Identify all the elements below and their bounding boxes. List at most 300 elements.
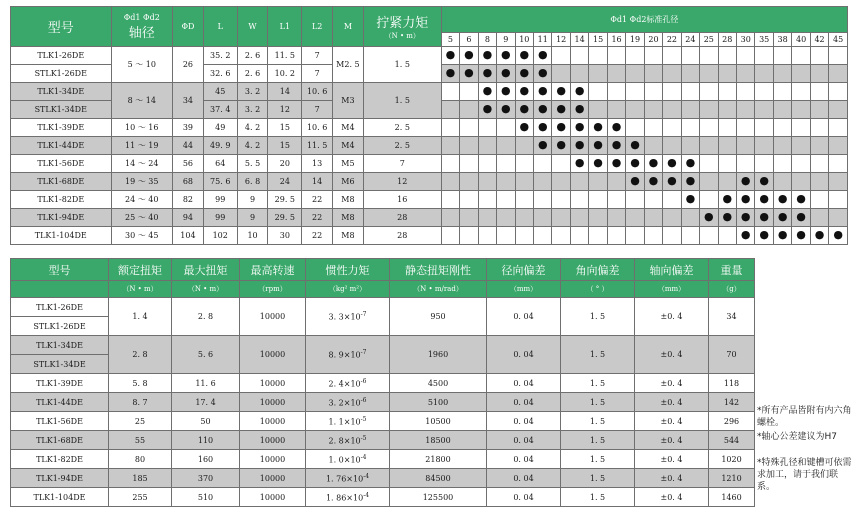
stiff-cell: 84500 [390,469,487,488]
table-row [11,336,755,355]
hole-size-header: 40 [792,33,810,47]
inertia-cell [306,393,390,412]
L1-cell: 29. 5 [268,209,302,227]
note-bolts: *所有产品皆附有内六角螺栓。 [757,406,852,428]
table-row [11,227,848,245]
hole-cell [497,155,515,173]
hole-cell [497,209,515,227]
hole-cell [552,83,570,101]
model-cell: TLK1-34DE [11,336,109,355]
torque-cell: 28 [363,227,441,245]
hole-cell [626,137,644,155]
hole-cell [737,47,755,65]
hole-cell [607,119,625,137]
hole-cell [515,155,533,173]
col-header-torque [363,7,441,47]
inertia-cell [306,431,390,450]
bore-cell: 5 ～ 10 [111,47,173,83]
hole-cell [773,119,791,137]
W-cell: 10 [237,227,268,245]
available-dot-icon: ● [574,102,585,115]
available-dot-icon: ● [740,174,751,187]
bore-cell: 8 ～ 14 [111,83,173,119]
hole-cell [441,155,459,173]
stiff-cell: 21800 [390,450,487,469]
L-cell: 37. 4 [203,101,237,119]
perf-units-row [11,281,755,298]
angular-cell: 1. 5 [561,336,635,374]
hole-cell [644,101,662,119]
hole-cell [441,101,459,119]
available-dot-icon: ● [537,138,548,151]
hole-cell [810,101,828,119]
inertia-value: 8. 9×10 [328,350,361,360]
weight-cell: 70 [709,336,755,374]
inertia-exponent: -5 [360,415,367,423]
hole-size-header: 42 [810,33,828,47]
table-row [11,173,848,191]
model-cell: TLK1-82DE [11,450,109,469]
radial-cell: 0. 04 [487,431,561,450]
L-cell: 64 [203,155,237,173]
hole-cell [570,137,588,155]
max-cell: 50 [172,412,240,431]
max-cell: 5. 6 [172,336,240,374]
L2-cell: 7 [302,47,333,65]
hole-cell [552,47,570,65]
hole-cell [700,47,718,65]
stiff-cell: 1960 [390,336,487,374]
hole-cell [515,119,533,137]
available-dot-icon: ● [593,120,603,133]
model-cell: TLK1-56DE [11,155,112,173]
L2-cell: 10. 6 [302,119,333,137]
col-header-holes: Φd1 Φd2标准孔径 [441,7,847,33]
D-cell: 104 [173,227,204,245]
hole-cell [570,119,588,137]
table-row [11,393,755,412]
hole-cell [570,209,588,227]
L-cell: 102 [203,227,237,245]
hole-cell [773,47,791,65]
hole-cell [792,155,810,173]
L1-cell: 11. 5 [268,47,302,65]
available-dot-icon: ● [593,156,603,169]
max-cell: 510 [172,488,240,507]
hole-cell [681,227,699,245]
hole-size-header: 10 [515,33,533,47]
hole-cell [755,83,773,101]
L2-cell: 22 [302,227,333,245]
hole-cell [607,155,625,173]
perf-col-unit: （mm） [635,281,709,298]
axial-cell: ±0. 4 [635,412,709,431]
hole-cell [515,173,533,191]
hole-cell [589,173,607,191]
L2-cell: 13 [302,155,333,173]
hole-cell [773,227,791,245]
available-dot-icon: ● [501,48,511,61]
hole-cell [810,155,828,173]
hole-cell [570,173,588,191]
table-row [11,450,755,469]
L1-cell: 30 [268,227,302,245]
hole-cell [737,173,755,191]
available-dot-icon: ● [537,84,548,97]
L1-cell: 15 [268,119,302,137]
hole-cell [773,173,791,191]
rated-cell: 255 [109,488,172,507]
table-row [11,155,848,173]
hole-cell [755,155,773,173]
hole-cell [478,101,496,119]
angular-cell: 1. 5 [561,469,635,488]
perf-col-header: 角向偏差 [561,259,635,281]
angular-cell: 1. 5 [561,393,635,412]
available-dot-icon: ● [537,48,548,61]
available-dot-icon: ● [519,48,530,61]
available-dot-icon: ● [777,192,788,205]
hole-cell [755,173,773,191]
hole-cell [626,47,644,65]
note-custom: *特殊孔径和键槽可依需求加工，请于我们联系。 [757,458,852,492]
rated-cell: 25 [109,412,172,431]
available-dot-icon: ● [685,174,696,187]
hole-cell [478,119,496,137]
hole-cell [552,119,570,137]
torque-cell: 7 [363,155,441,173]
L2-cell: 22 [302,209,333,227]
L1-cell: 29. 5 [268,191,302,209]
hole-cell [460,119,478,137]
hole-cell [534,119,552,137]
L2-cell: 11. 5 [302,137,333,155]
hole-cell [644,209,662,227]
hole-cell [792,173,810,191]
hole-cell [773,65,791,83]
angular-cell: 1. 5 [561,450,635,469]
radial-cell: 0. 04 [487,450,561,469]
inertia-exponent: -6 [360,377,367,385]
available-dot-icon: ● [833,228,843,241]
hole-cell [497,137,515,155]
available-dot-icon: ● [796,210,806,223]
radial-cell: 0. 04 [487,488,561,507]
hole-cell [829,191,848,209]
hole-cell [515,191,533,209]
inertia-cell [306,374,390,393]
radial-cell: 0. 04 [487,412,561,431]
inertia-exponent: -7 [360,349,367,357]
table-row [11,469,755,488]
L-cell: 99 [203,191,237,209]
model-cell: TLK1-26DE [11,47,112,65]
hole-cell [441,65,459,83]
hole-cell [497,65,515,83]
hole-cell [810,191,828,209]
hole-cell [829,83,848,101]
hole-size-header: 35 [755,33,773,47]
hole-cell [607,227,625,245]
hole-cell [829,65,848,83]
inertia-exponent: -7 [360,311,367,319]
hole-cell [829,137,848,155]
rpm-cell: 10000 [240,431,306,450]
weight-cell: 34 [709,298,755,336]
hole-cell [534,191,552,209]
axial-cell: ±0. 4 [635,450,709,469]
available-dot-icon: ● [445,66,456,79]
stiff-cell: 5100 [390,393,487,412]
bore-header-top: Φd1 Φd2 [123,12,160,22]
available-dot-icon: ● [574,138,585,151]
radial-cell: 0. 04 [487,469,561,488]
available-dot-icon: ● [611,120,622,133]
max-cell: 110 [172,431,240,450]
hole-cell [755,119,773,137]
max-cell: 2. 8 [172,298,240,336]
hole-size-header: 12 [552,33,570,47]
hole-cell [792,227,810,245]
W-cell: 4. 2 [237,137,268,155]
col-header-L2: L2 [302,7,333,47]
hole-cell [552,191,570,209]
hole-cell [663,119,681,137]
hole-cell [570,101,588,119]
inertia-value: 1. 1×10 [328,417,361,427]
hole-cell [460,83,478,101]
hole-cell [534,227,552,245]
hole-cell [589,65,607,83]
inertia-value: 3. 3×10 [328,312,361,322]
hole-cell [755,65,773,83]
perf-col-header: 额定扭矩 [109,259,172,281]
rated-cell: 185 [109,469,172,488]
hole-cell [607,191,625,209]
bore-cell: 30 ～ 45 [111,227,173,245]
available-dot-icon: ● [611,156,622,169]
hole-cell [497,173,515,191]
hole-cell [552,227,570,245]
hole-cell [773,155,791,173]
model-cell: STLK1-34DE [11,355,109,374]
available-dot-icon: ● [814,228,825,241]
col-header-D: ΦD [173,7,204,47]
hole-cell [534,47,552,65]
hole-cell [515,227,533,245]
inertia-cell [306,450,390,469]
hole-cell [644,47,662,65]
hole-cell [810,173,828,191]
hole-cell [515,101,533,119]
hole-cell [663,173,681,191]
available-dot-icon: ● [648,156,659,169]
stiff-cell: 950 [390,298,487,336]
L2-cell: 14 [302,173,333,191]
hole-cell [792,101,810,119]
hole-cell [478,65,496,83]
radial-cell: 0. 04 [487,336,561,374]
available-dot-icon: ● [740,210,751,223]
available-dot-icon: ● [537,120,548,133]
table-row [11,488,755,507]
hole-cell [737,137,755,155]
D-cell: 34 [173,83,204,119]
bore-cell: 25 ～ 40 [111,209,173,227]
rpm-cell: 10000 [240,469,306,488]
hole-size-header: 30 [737,33,755,47]
M-cell: M8 [333,191,364,209]
perf-col-unit: （rpm） [240,281,306,298]
hole-cell [460,101,478,119]
L2-cell: 22 [302,191,333,209]
axial-cell: ±0. 4 [635,374,709,393]
hole-cell [552,137,570,155]
hole-cell [478,47,496,65]
radial-cell: 0. 04 [487,374,561,393]
hole-cell [515,209,533,227]
M-cell: M4 [333,137,364,155]
M-cell: M6 [333,173,364,191]
hole-cell [460,173,478,191]
hole-cell [663,191,681,209]
hole-cell [589,191,607,209]
hole-cell [478,227,496,245]
hole-cell [792,65,810,83]
available-dot-icon: ● [630,156,640,169]
D-cell: 94 [173,209,204,227]
axial-cell: ±0. 4 [635,336,709,374]
stiff-cell: 4500 [390,374,487,393]
weight-cell: 1210 [709,469,755,488]
hole-cell [681,119,699,137]
hole-size-header: 8 [478,33,496,47]
hole-cell [644,227,662,245]
hole-cell [792,137,810,155]
L1-cell: 14 [268,83,302,101]
perf-col-header: 惯性力矩 [306,259,390,281]
hole-size-header: 14 [570,33,588,47]
hole-cell [478,137,496,155]
hole-cell [497,47,515,65]
available-dot-icon: ● [777,210,788,223]
perf-col-header: 型号 [11,259,109,281]
torque-header: 拧紧力矩 [376,16,429,31]
note-tolerance: *轴心公差建议为H7 [757,432,837,442]
hole-cell [773,191,791,209]
L1-cell: 20 [268,155,302,173]
weight-cell: 1460 [709,488,755,507]
hole-size-header: 22 [663,33,681,47]
available-dot-icon: ● [574,84,585,97]
axial-cell: ±0. 4 [635,488,709,507]
hole-cell [460,65,478,83]
available-dot-icon: ● [667,174,677,187]
torque-unit: （N • m） [384,32,420,40]
W-cell: 2. 6 [237,65,268,83]
hole-cell [589,83,607,101]
hole-cell [497,101,515,119]
rpm-cell: 10000 [240,393,306,412]
hole-cell [792,119,810,137]
bore-cell: 24 ～ 40 [111,191,173,209]
hole-cell [755,137,773,155]
hole-cell [589,101,607,119]
M-cell: M4 [333,119,364,137]
available-dot-icon: ● [574,120,585,133]
hole-cell [441,173,459,191]
col-header-W: W [237,7,268,47]
hole-cell [515,137,533,155]
hole-cell [570,47,588,65]
available-dot-icon: ● [482,102,493,115]
D-cell: 68 [173,173,204,191]
L-cell: 49. 9 [203,137,237,155]
model-cell: TLK1-56DE [11,412,109,431]
torque-cell: 2. 5 [363,119,441,137]
hole-cell [441,47,459,65]
model-cell: TLK1-94DE [11,209,112,227]
available-dot-icon: ● [740,228,751,241]
angular-cell: 1. 5 [561,431,635,450]
hole-cell [700,137,718,155]
hole-cell [773,209,791,227]
weight-cell: 544 [709,431,755,450]
hole-cell [681,209,699,227]
hole-cell [663,83,681,101]
available-dot-icon: ● [464,48,474,61]
hole-cell [755,209,773,227]
hole-cell [737,83,755,101]
bore-cell: 10 ～ 16 [111,119,173,137]
model-cell: STLK1-26DE [11,65,112,83]
available-dot-icon: ● [501,84,511,97]
hole-cell [737,191,755,209]
hole-cell [700,119,718,137]
hole-cell [792,191,810,209]
hole-cell [644,191,662,209]
table-row [11,412,755,431]
hole-cell [773,101,791,119]
hole-cell [700,155,718,173]
hole-cell [589,47,607,65]
perf-col-unit: （mm） [487,281,561,298]
hole-cell [663,155,681,173]
hole-cell [737,155,755,173]
perf-header-row [11,259,755,281]
hole-cell [681,83,699,101]
hole-cell [478,191,496,209]
perf-col-unit: （g） [709,281,755,298]
hole-cell [718,173,736,191]
available-dot-icon: ● [777,228,788,241]
hole-cell [663,137,681,155]
W-cell: 9 [237,191,268,209]
hole-size-header: 15 [589,33,607,47]
hole-cell [607,83,625,101]
available-dot-icon: ● [796,192,806,205]
perf-col-unit [11,281,109,298]
hole-size-header: 9 [497,33,515,47]
available-dot-icon: ● [759,210,769,223]
available-dot-icon: ● [556,138,566,151]
available-dot-icon: ● [537,66,548,79]
hole-cell [718,119,736,137]
available-dot-icon: ● [519,120,530,133]
M-cell: M3 [333,83,364,119]
model-cell: TLK1-68DE [11,431,109,450]
M-cell: M8 [333,227,364,245]
